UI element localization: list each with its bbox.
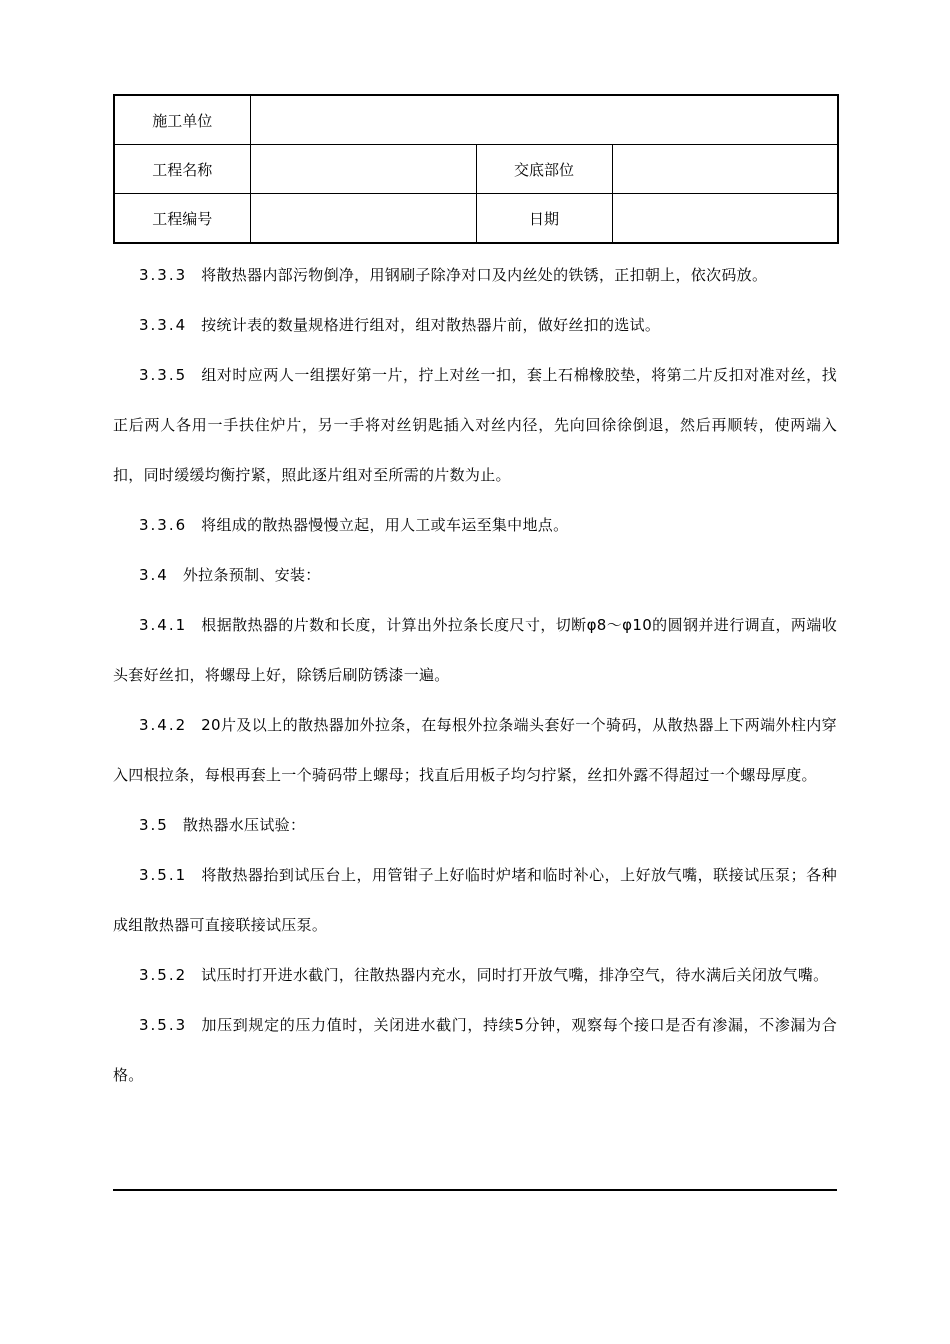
header-info-table	[113, 94, 839, 244]
paragraph-text: 外拉条预制、安装：	[182, 566, 321, 584]
section-number: 3.4	[139, 566, 169, 584]
unit-value	[250, 95, 838, 145]
paragraph-text: 将组成的散热器慢慢立起，用人工或车运至集中地点。	[201, 516, 569, 534]
section-number: 3.5.1	[139, 866, 188, 884]
paragraph-3-3-3	[113, 250, 837, 300]
paragraph-3-4-2	[113, 700, 837, 800]
paragraph-3-5-2	[113, 950, 837, 1000]
paragraph-text: 按统计表的数量规格进行组对，组对散热器片前，做好丝扣的选试。	[201, 316, 661, 334]
paragraph-3-3-4	[113, 300, 837, 350]
paragraph-text: 将散热器抬到试压台上，用管钳子上好临时炉堵和临时补心，上好放气嘴，联接试压泵；各种成组散热器可直接联接试压泵。	[113, 866, 837, 934]
section-number: 3.5.2	[139, 966, 188, 984]
paragraph-3-5-1	[113, 850, 837, 950]
heading-3-4	[113, 550, 837, 600]
project-name-label: 工程名称	[114, 145, 250, 194]
section-number: 3.3.3	[139, 266, 188, 284]
disclosure-part-value	[612, 145, 838, 194]
paragraph-text: 组对时应两人一组摆好第一片，拧上对丝一扣，套上石棉橡胶垫，将第二片反扣对准对丝，找正后两人各用一手扶住炉片，另一手将对丝钥匙插入对丝内径，先向回徐徐倒退，然后再顺转，使两端入扣，同时缓缓均衡拧紧，照此逐片组对至所需的片数为止。	[113, 366, 837, 484]
paragraph-3-3-5	[113, 350, 837, 500]
paragraph-text: 加压到规定的压力值时，关闭进水截门，持续5分钟，观察每个接口是否有渗漏，不渗漏为合格。	[113, 1016, 837, 1084]
paragraph-text: 20片及以上的散热器加外拉条，在每根外拉条端头套好一个骑码，从散热器上下两端外柱内穿入四根拉条，每根再套上一个骑码带上螺母；找直后用板子均匀拧紧，丝扣外露不得超过一个螺母厚度。	[113, 716, 837, 784]
paragraph-text: 根据散热器的片数和长度，计算出外拉条长度尺寸，切断φ8～φ10的圆钢并进行调直，两端收头套好丝扣，将螺母上好，除锈后刷防锈漆一遍。	[113, 616, 837, 684]
section-number: 3.3.6	[139, 516, 188, 534]
project-no-label: 工程编号	[114, 194, 250, 244]
paragraph-text: 散热器水压试验：	[182, 816, 306, 834]
section-number: 3.3.5	[139, 366, 188, 384]
heading-3-5	[113, 800, 837, 850]
document-body	[113, 250, 837, 1100]
date-value	[612, 194, 838, 244]
section-number: 3.4.2	[139, 716, 188, 734]
section-number: 3.4.1	[139, 616, 188, 634]
paragraph-3-4-1	[113, 600, 837, 700]
date-label: 日期	[476, 194, 612, 244]
section-number: 3.5.3	[139, 1016, 188, 1034]
paragraph-text: 试压时打开进水截门，往散热器内充水，同时打开放气嘴，排净空气，待水满后关闭放气嘴。	[201, 966, 829, 984]
table-row	[114, 194, 838, 244]
project-no-value	[250, 194, 476, 244]
paragraph-text: 将散热器内部污物倒净，用钢刷子除净对口及内丝处的铁锈，正扣朝上，依次码放。	[201, 266, 768, 284]
unit-label: 施工单位	[114, 95, 250, 145]
disclosure-part-label: 交底部位	[476, 145, 612, 194]
section-number: 3.3.4	[139, 316, 188, 334]
section-number: 3.5	[139, 816, 169, 834]
paragraph-3-5-3	[113, 1000, 837, 1100]
paragraph-3-3-6	[113, 500, 837, 550]
project-name-value	[250, 145, 476, 194]
table-row	[114, 95, 838, 145]
table-row	[114, 145, 838, 194]
bottom-divider	[113, 1189, 837, 1191]
